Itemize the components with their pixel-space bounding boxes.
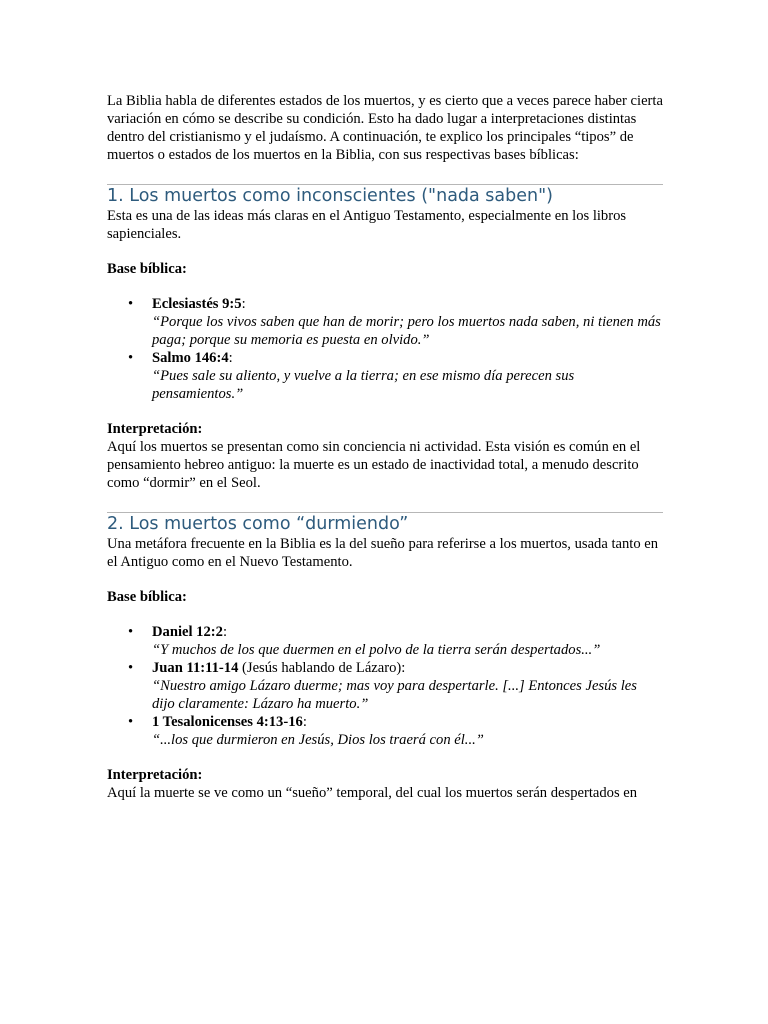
- verse-quote: “Y muchos de los que duermen en el polvo de la tierra serán despertados...”: [152, 642, 601, 658]
- section-description: Esta es una de las ideas más claras en el Antiguo Testamento, especialmente en los libros sapienciales.: [107, 208, 627, 242]
- bullet-icon: •: [128, 350, 134, 366]
- verse-list: [107, 295, 663, 403]
- verse-note: (Jesús hablando de Lázaro): [238, 660, 402, 676]
- verse-item: [128, 349, 663, 403]
- bullet-icon: •: [128, 714, 134, 730]
- verse-quote: “...los que durmieron en Jesús, Dios los traerá con él...”: [152, 732, 484, 748]
- section-heading: 2. Los muertos como “durmiendo”: [107, 514, 409, 534]
- document-page: [107, 92, 663, 822]
- verse-quote: “Pues sale su aliento, y vuelve a la tierra; en ese mismo día perecen sus pensamientos.”: [152, 368, 575, 402]
- verse-colon: :: [401, 660, 406, 676]
- section-heading: 1. Los muertos como inconscientes ("nada saben"): [107, 186, 553, 206]
- bullet-icon: •: [128, 660, 134, 676]
- bullet-icon: •: [128, 624, 134, 640]
- verse-item: [128, 713, 663, 749]
- verse-list: [107, 623, 663, 749]
- bullet-icon: •: [128, 296, 134, 312]
- base-biblica-label: Base bíblica:: [107, 589, 187, 605]
- verse-colon: :: [241, 296, 246, 312]
- verse-colon: :: [228, 350, 233, 366]
- verse-item: [128, 295, 663, 349]
- verse-reference: Juan 11:11-14: [152, 660, 239, 676]
- interpretation-text: Aquí la muerte se ve como un “sueño” temporal, del cual los muertos serán despertados en: [107, 785, 638, 801]
- verse-colon: :: [222, 624, 228, 640]
- interpretation-paragraph: [107, 420, 663, 492]
- interpretation-label: Interpretación:: [107, 421, 203, 437]
- verse-item: [128, 659, 663, 713]
- base-biblica-label: Base bíblica:: [107, 261, 187, 277]
- section-description: Una metáfora frecuente en la Biblia es la del sueño para referirse a los muertos, usada tanto en el Antiguo como en el Nuevo Testamento.: [107, 536, 659, 570]
- verse-quote: “Nuestro amigo Lázaro duerme; mas voy para despertarle. [...] Entonces Jesús les dijo claramente: Lázaro ha muerto.”: [152, 678, 637, 712]
- interpretation-text: Aquí los muertos se presentan como sin conciencia ni actividad. Esta visión es común en el pensamiento hebreo antiguo: la muerte es un estado de inactividad total, a menudo descrito como “dormir” en el Seol.: [107, 439, 641, 491]
- verse-quote: “Porque los vivos saben que han de morir; pero los muertos nada saben, ni tienen más paga; porque su memoria es puesta en olvido.”: [152, 314, 661, 348]
- verse-reference: Salmo 146:4: [152, 350, 229, 366]
- verse-reference: Daniel 12:2: [152, 624, 223, 640]
- interpretation-paragraph: [107, 766, 663, 802]
- interpretation-label: Interpretación:: [107, 767, 203, 783]
- verse-reference: Eclesiastés 9:5: [152, 296, 242, 312]
- intro-paragraph: La Biblia habla de diferentes estados de los muertos, y es cierto que a veces parece haber cierta variación en cómo se describe su condición. Esto ha dado lugar a interpretaciones distintas dentro del cristianismo y el judaísmo. A continuación, te explico los principales “tipos” de muertos o estados de los muertos en la Biblia, con sus respectivas bases bíblicas:: [107, 93, 663, 163]
- verse-reference: 1 Tesalonicenses 4:13-16: [152, 714, 303, 730]
- verse-colon: :: [302, 714, 307, 730]
- verse-item: [128, 623, 663, 659]
